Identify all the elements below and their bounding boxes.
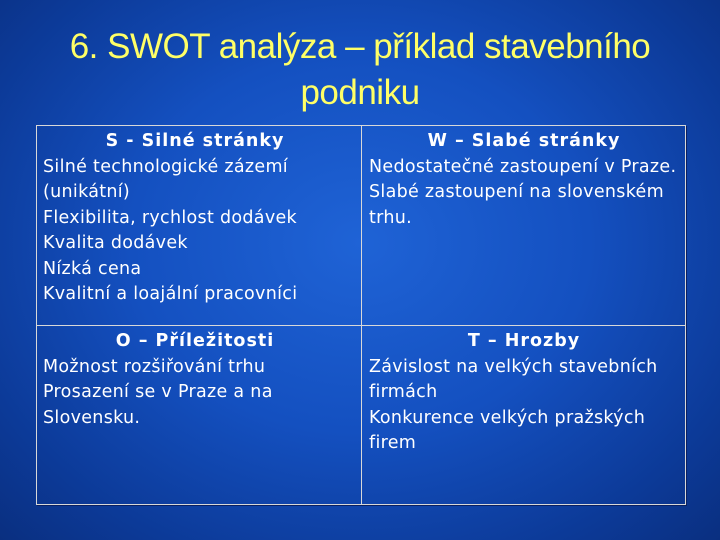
slide-title xyxy=(20,24,700,116)
weaknesses-item: Slabé zastoupení na slovenském trhu. xyxy=(369,182,664,228)
swot-cell-threats xyxy=(369,329,679,457)
weaknesses-item: Nedostatečné zastoupení v Praze. xyxy=(369,156,677,177)
swot-cell-opportunities xyxy=(43,329,355,431)
strengths-item: Kvalitní a loajální pracovníci xyxy=(43,284,298,304)
strengths-item: Kvalita dodávek xyxy=(43,233,188,253)
opportunities-heading: O – Příležitosti xyxy=(115,331,275,351)
opportunities-item: Možnost rozšiřování trhu xyxy=(43,356,266,377)
swot-vertical-divider xyxy=(361,126,362,504)
threats-item: Konkurence velkých pražských firem xyxy=(369,407,646,453)
threats-heading: T – Hrozby xyxy=(467,331,581,351)
threats-item: Závislost na velkých stavebních firmách xyxy=(369,356,658,402)
strengths-item: Flexibilita, rychlost dodávek xyxy=(43,207,297,228)
weaknesses-heading: W – Slabé stránky xyxy=(427,131,621,151)
swot-cell-strengths xyxy=(43,129,355,308)
swot-table xyxy=(36,125,686,505)
strengths-item: Nízká cena xyxy=(43,258,142,279)
strengths-item: Silné technologické zázemí (unikátní) xyxy=(43,156,288,202)
swot-horizontal-divider xyxy=(37,325,685,326)
slide-title-line-2: podniku xyxy=(300,73,420,112)
opportunities-item: Prosazení se v Praze a na Slovensku. xyxy=(43,382,273,428)
strengths-heading: S - Silné stránky xyxy=(105,131,285,151)
slide-title-line-1: 6. SWOT analýza – příklad stavebního xyxy=(69,27,651,66)
swot-cell-weaknesses xyxy=(369,129,679,231)
